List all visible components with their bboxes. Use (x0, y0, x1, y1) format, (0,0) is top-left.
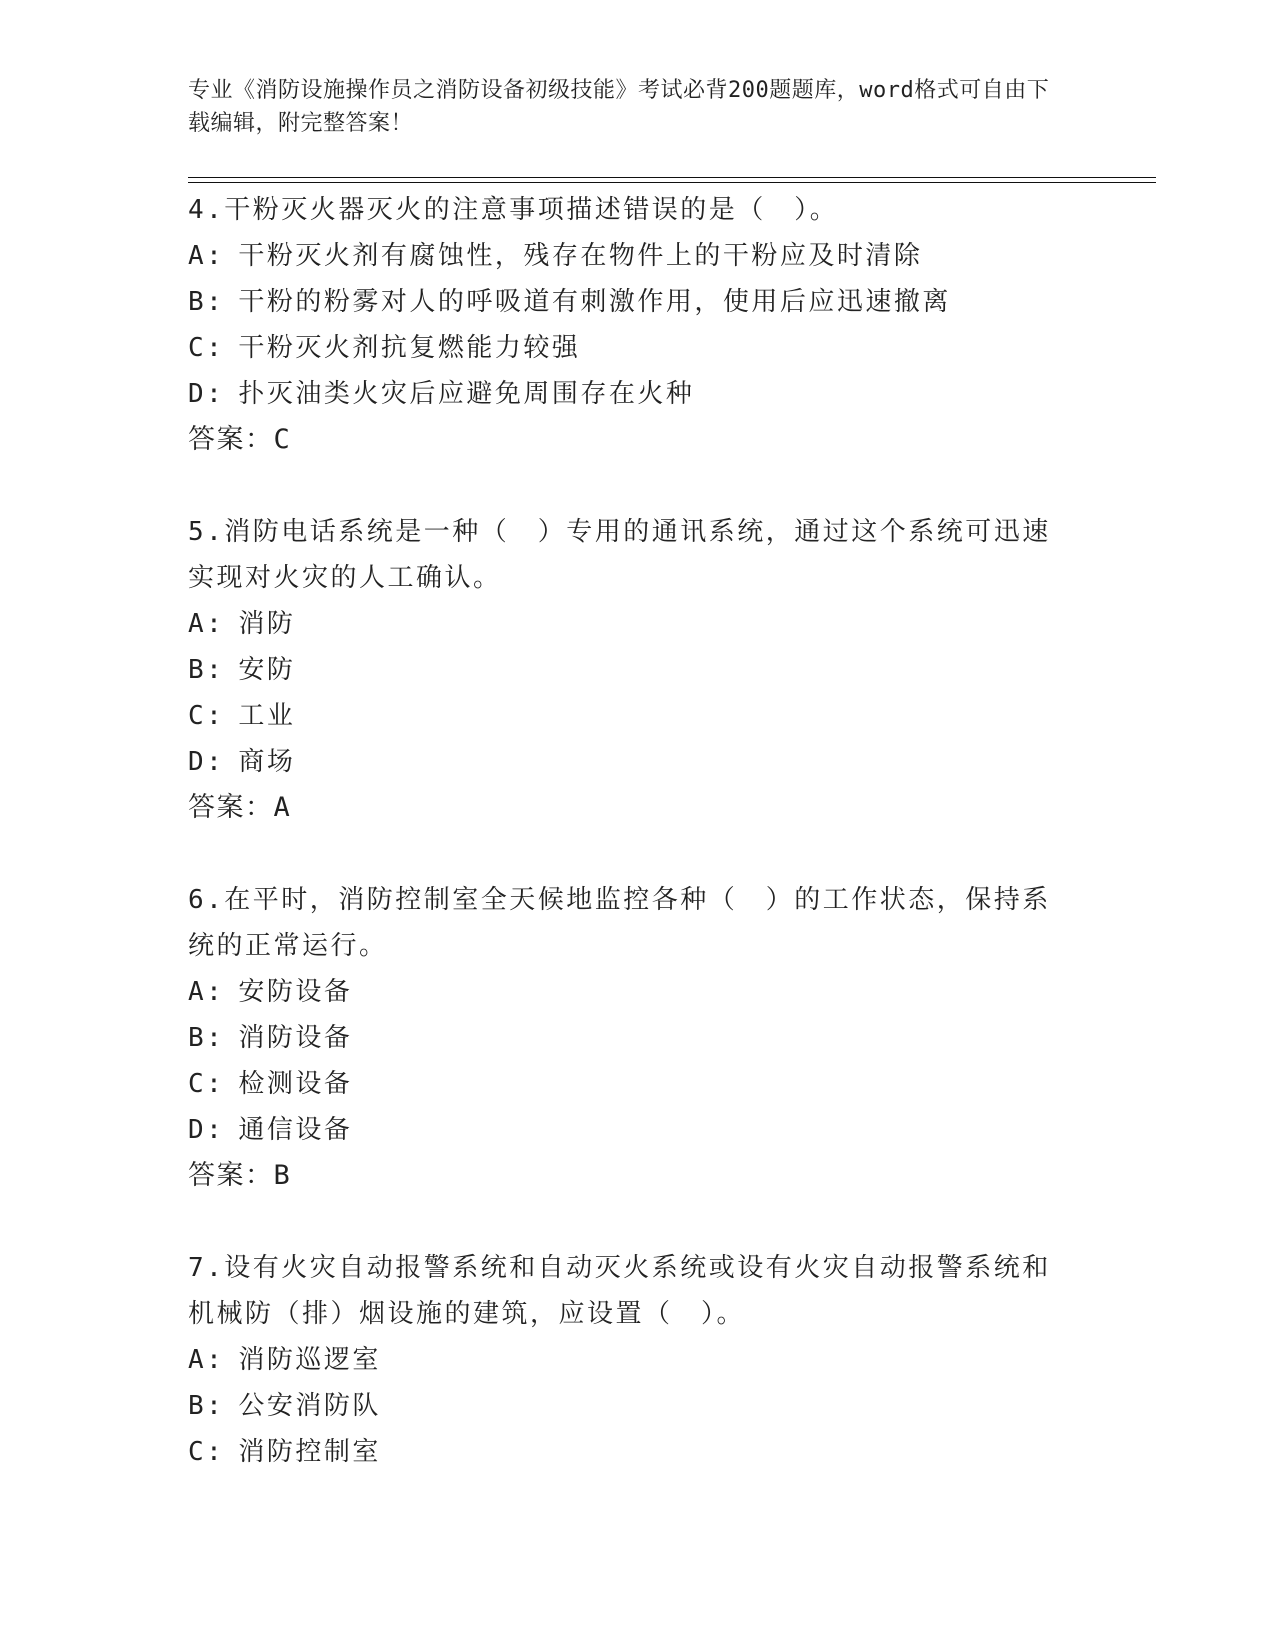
option-letter: A: (188, 609, 225, 639)
question-stem: 7.设有火灾自动报警系统和自动灭火系统或设有火灾自动报警系统和机械防（排）烟设施的建筑，应设置（ ）。 (188, 1253, 1051, 1329)
option-a (188, 601, 1068, 647)
question-item (188, 187, 1068, 463)
option-letter: C: (188, 1437, 225, 1467)
option-text: 消防设备 (238, 1023, 353, 1053)
option-letter: C: (188, 701, 225, 731)
option-b (188, 1015, 1068, 1061)
option-letter: A: (188, 977, 225, 1007)
option-c (188, 693, 1068, 739)
document-header: 专业《消防设施操作员之消防设备初级技能》考试必背200题题库，word格式可自由下载编辑，附完整答案！ (188, 78, 1050, 136)
option-text: 干粉灭火剂抗复燃能力较强 (238, 333, 581, 363)
answer-line: 答案：C (188, 424, 292, 455)
option-c (188, 1429, 1068, 1475)
option-letter: B: (188, 1391, 225, 1421)
option-text: 安防 (238, 655, 296, 685)
option-letter: A: (188, 1345, 225, 1375)
question-stem: 6.在平时，消防控制室全天候地监控各种（ ）的工作状态，保持系统的正常运行。 (188, 885, 1051, 961)
option-letter: B: (188, 655, 225, 685)
option-a (188, 233, 1068, 279)
header-rule-bottom (188, 182, 1156, 183)
option-letter: B: (188, 1023, 225, 1053)
option-text: 干粉灭火剂有腐蚀性，残存在物件上的干粉应及时清除 (238, 241, 923, 271)
option-d (188, 1107, 1068, 1153)
option-text: 商场 (238, 747, 296, 777)
option-a (188, 1337, 1068, 1383)
option-text: 干粉的粉雾对人的呼吸道有刺激作用，使用后应迅速撤离 (238, 287, 951, 317)
option-text: 工业 (238, 701, 296, 731)
option-b (188, 1383, 1068, 1429)
answer-line: 答案：B (188, 1160, 292, 1191)
option-text: 消防控制室 (238, 1437, 381, 1467)
option-c (188, 1061, 1068, 1107)
answer-line: 答案：A (188, 792, 292, 823)
header-rule-top (188, 177, 1156, 178)
question-stem: 5.消防电话系统是一种（ ）专用的通讯系统，通过这个系统可迅速实现对火灾的人工确认。 (188, 517, 1051, 593)
option-b (188, 647, 1068, 693)
question-item (188, 509, 1068, 831)
option-d (188, 371, 1068, 417)
question-stem: 4.干粉灭火器灭火的注意事项描述错误的是（ ）。 (188, 195, 839, 225)
option-text: 消防巡逻室 (238, 1345, 381, 1375)
option-letter: C: (188, 333, 225, 363)
option-text: 检测设备 (238, 1069, 353, 1099)
question-item (188, 877, 1068, 1199)
option-b (188, 279, 1068, 325)
question-item (188, 1245, 1068, 1475)
option-d (188, 739, 1068, 785)
option-letter: C: (188, 1069, 225, 1099)
question-list (188, 187, 1068, 1521)
option-text: 安防设备 (238, 977, 353, 1007)
option-text: 公安消防队 (238, 1391, 381, 1421)
option-text: 通信设备 (238, 1115, 353, 1145)
option-letter: D: (188, 1115, 225, 1145)
option-letter: D: (188, 747, 225, 777)
option-text: 扑灭油类火灾后应避免周围存在火种 (238, 379, 695, 409)
option-c (188, 325, 1068, 371)
option-letter: B: (188, 287, 225, 317)
option-text: 消防 (238, 609, 296, 639)
option-letter: A: (188, 241, 225, 271)
option-a (188, 969, 1068, 1015)
option-letter: D: (188, 379, 225, 409)
